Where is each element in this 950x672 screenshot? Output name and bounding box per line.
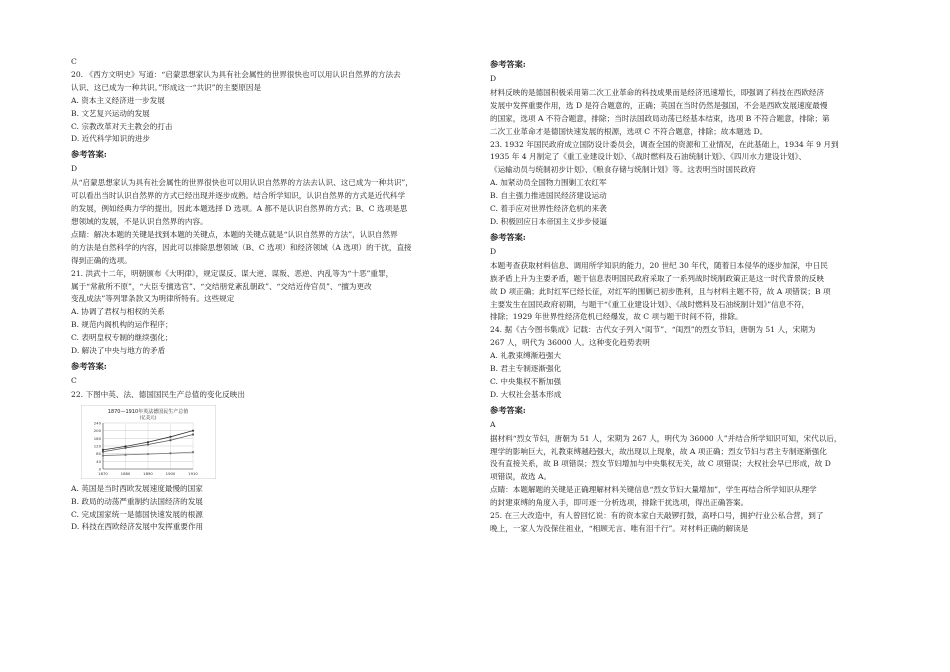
chart-x-tick-label: 1910 [188,470,198,476]
option-b: B. 政局的动荡严重制约法国经济的发展 [71,496,203,506]
chart-data-point [169,439,171,441]
explanation-line: 从“启蒙思想家认为具有社会属性的世界很快也可以用认识自然界的方法去认识、这已成为一种共识”， [71,178,413,188]
option-d: D. 近代科学知识的进步 [71,134,150,144]
answer-letter: D [490,246,497,256]
question-25 [490,510,880,536]
option-c: C. 着手应对世界性经济危机的来袭 [490,204,607,214]
option-b: B. 文艺复兴运动的发展 [71,108,150,118]
chart-data-point [147,441,149,443]
option-a: A. 英国是当时西欧发展速度最慢的国家 [71,483,203,493]
chart-y-tick-label: 0 [98,466,101,472]
option-a: A. 礼教束缚渐趋强大 [490,351,562,361]
chart-data-point [147,443,149,445]
left-column [71,56,461,534]
option-c: C. 表明皇权专制的继续强化； [71,333,173,343]
reference-answer-heading: 参考答案: [490,404,526,415]
explanation-line: 可以看出当时认识自然界的方式已经出现并逐步成熟。结合所学知识，认识自然界的方式是近代科学 [71,191,406,201]
answer-letter: C [71,375,77,385]
chart-svg [81,405,216,479]
chart-subtitle: (亿美元) [139,415,157,421]
question-text-line: 《运输动员与统制初步计划》、《粮食存储与统制计划》等。这表明当时国民政府 [490,165,756,175]
explanation-line: 点睛：解决本题的关键是找到本题的关键点，本题的关键点就是“认识自然界的方法”，认识自然界 [71,229,398,239]
chart-data-point [147,453,149,455]
explanation-line: 没有直接关系，故 B 项错误；烈女节妇增加与中央集权无关，故 C 项错误；大权社会早已形成，故 D [490,459,831,469]
explanation-line: 本题考查获取材料信息、调用所学知识的能力，20 世纪 30 年代，随着日本侵华的逐步加深，中日民 [490,260,828,270]
explanation-line: 材料反映的是德国积极采用第二次工业革命的科技成果而是经济迅速增长，即强调了科技在西欧经济 [490,87,825,97]
question-20 [71,69,461,268]
chart-data-point [192,451,194,453]
explanation-line: 的封建束缚的角度入手，即可逐一分析选项，排除干扰选项，得出正确答案。 [490,498,749,508]
gnp-line-chart [81,405,216,479]
option-c: C. 中央集权不断加强 [490,376,562,386]
chart-x-tick-label: 1870 [98,470,108,476]
chart-data-point [124,453,126,455]
explanation-line: 主要发生在国民政府初期，与题干“《重工业建设计划》、《战时燃料及石油统制计划》”信息不符， [490,299,810,309]
option-d: D. 大权社会基本形成 [490,389,562,399]
chart-data-point [102,448,104,450]
question-text-line: 认识、这已成为一种共识。”形成这一“共识”的主要原因是 [71,82,262,92]
question-text-line: 晚上，一家人为没保住祖业，“相顾无言、唯有泪千行”。对材料正确的解读是 [490,524,749,533]
explanation-line: 得到正确的选项。 [71,255,132,265]
explanation-line: 据材料“烈女节妇，唐朝为 51 人，宋期为 267 人，明代为 36000 人”并结合所学知识可知，宋代以后， [490,433,842,443]
reference-answer-heading: 参考答案: [490,231,526,242]
answer-letter: D [490,74,497,83]
option-c: C. 完成国家统一是德国快速发展的根源 [71,509,203,519]
chart-y-tick-label: 160 [93,435,101,441]
chart-y-tick-label: 200 [93,427,101,433]
explanation-line: 故 D 项正确；此时红军已经长征，对红军的围剿已初步胜利，且与材料主题不符，故 A 项错误；B 项 [490,286,831,296]
reference-answer-heading: 参考答案: [71,360,107,371]
option-b: B. 君主专制逐渐强化 [490,364,562,374]
chart-data-point [192,429,194,431]
question-24 [490,324,880,510]
question-text-line: 267 人，明代为 36000 人。这种变化趋势表明 [490,338,650,348]
question-text-line: 25. 在三大改造中，有人曾回忆说：有的资本家白天敲锣打鼓，高呼口号，拥护行业公私合营，到了 [490,511,824,521]
explanation-line: 族矛盾上升为主要矛盾，题干信息表明国民政府采取了一系列战时统制政策正是这一时代背景的反映 [490,273,825,283]
option-b: B. 自主强力推进国民经济建设运动 [490,191,607,201]
explanation-line: 的发展，例如经典力学的提出，因此本题选择 D 选项。A 都不是认识自然界的方式；B、C 选项是思 [71,204,408,214]
chart-data-point [124,447,126,449]
question-text-line: 1935 年 4 月制定了《重工业建设计划》、《战时燃料及石油统制计划》、《四川水力建设计划》、 [490,152,807,162]
option-b: B. 规范内阁机构的运作程序； [71,320,173,330]
question-21 [71,268,461,388]
chart-y-tick-label: 120 [93,443,101,449]
chart-data-point [102,454,104,456]
explanation-line: 排除；1929 年世界性经济危机已经爆发，故 C 项与题干时间不符，排除。 [490,312,743,322]
option-d: D. 解决了中央与地方的矛盾 [71,346,166,356]
chart-x-tick-label: 1900 [165,470,176,476]
chart-y-tick-label: 240 [93,420,101,426]
option-a: A. 资本主义经济进一步发展 [71,95,165,105]
chart-data-point [169,435,171,437]
explanation-line: 想领域的发展，不是认识自然界的内容。 [71,216,208,226]
question-text-line: 24. 据《古今图书集成》记载：古代女子列入“闺节”、“闺烈”的烈女节妇，唐朝为 51 人，宋期为 [490,325,816,335]
option-d: D. 积极回应日本帝国主义步步侵逼 [490,216,607,226]
question-23 [490,139,880,325]
explanation-line: 的国家，选项 A 不符合题意，排除；当时法国政局动荡已经基本结束，选项 B 不符合题意，排除；第 [490,113,830,123]
chart-y-tick-label: 80 [96,450,101,456]
reference-answer-heading: 参考答案: [71,149,107,160]
explanation-line: 理学的影响巨大，礼教束缚越趋强大，故出现以上现象，故 A 项正确；烈女节妇与君主专制逐渐强化 [490,446,827,456]
chart-data-point [169,452,171,454]
question-text-line: 20. 《西方文明史》写道：“启蒙思想家认为具有社会属性的世界很快也可以用认识自然界的方法去 [71,69,401,79]
chart-x-tick-label: 1890 [143,470,153,476]
question-text-line: 变乱成法”等列罪条款又为明律所特有。这些规定 [71,294,235,304]
question-22 [71,389,461,535]
explanation-line: 的方法是自然科学的内容，因此可以排除思想领域（B、C 选项）和经济领域（A 选项）的干扰，直接 [71,242,412,252]
chart-data-point [102,450,104,452]
question-text-line: 21. 洪武十二年，明朝颁布《大明律》，规定谋反、谋大逆、谋叛、恶逆、内乱等为“十恶”重罪， [71,268,394,278]
question-text-line: 属于“常赦所不原”，“大臣专擅选官”、“交结朋党紊乱朝政”、“交结近侍官员”、“擅为更改 [71,281,372,291]
chart-data-point [192,433,194,435]
option-d: D. 科技在西欧经济发展中发挥重要作用 [71,522,204,532]
chart-y-tick-label: 40 [96,458,101,464]
chart-title: 1870—1910年英法德国民生产总值 [107,408,189,415]
question-text-line: 22. 下图中英、法、德国国民生产总值的变化反映出 [71,389,245,399]
explanation-line: 项错误，故选 A。 [490,472,552,482]
option-a: A. 加紧动员全国物力围剿工农红军 [490,178,607,188]
explanation-line: 点睛：本题解题的关键是正确理解材料关键信息“烈女节妇大量增加”，学生再结合所学知识从理学 [490,485,817,495]
answer-letter: D [71,164,78,174]
option-a: A. 协调了君权与相权的关系 [71,307,165,317]
option-c: C. 宗教改革对天主教会的打击 [71,121,173,131]
right-column [490,56,880,536]
reference-answer-heading: 参考答案: [490,59,526,69]
top-answer-letter: C [71,57,77,66]
explanation-line: 发展中发挥重要作用，选 D 是符合题意的，正确；英国在当时仍然是强国，不会是西欧发展速度最慢 [490,100,828,110]
question-text-line: 23. 1932 年国民政府成立国防设计委员会，调查全国的资源和工业情况，在此基础上，1934 年 9 月到 [490,139,839,149]
explanation-line: 二次工业革命才是德国快速发展的根源，选项 C 不符合题意，排除；故本题选 D。 [490,126,768,136]
chart-x-tick-label: 1880 [120,470,131,476]
answer-letter: A [490,419,496,429]
